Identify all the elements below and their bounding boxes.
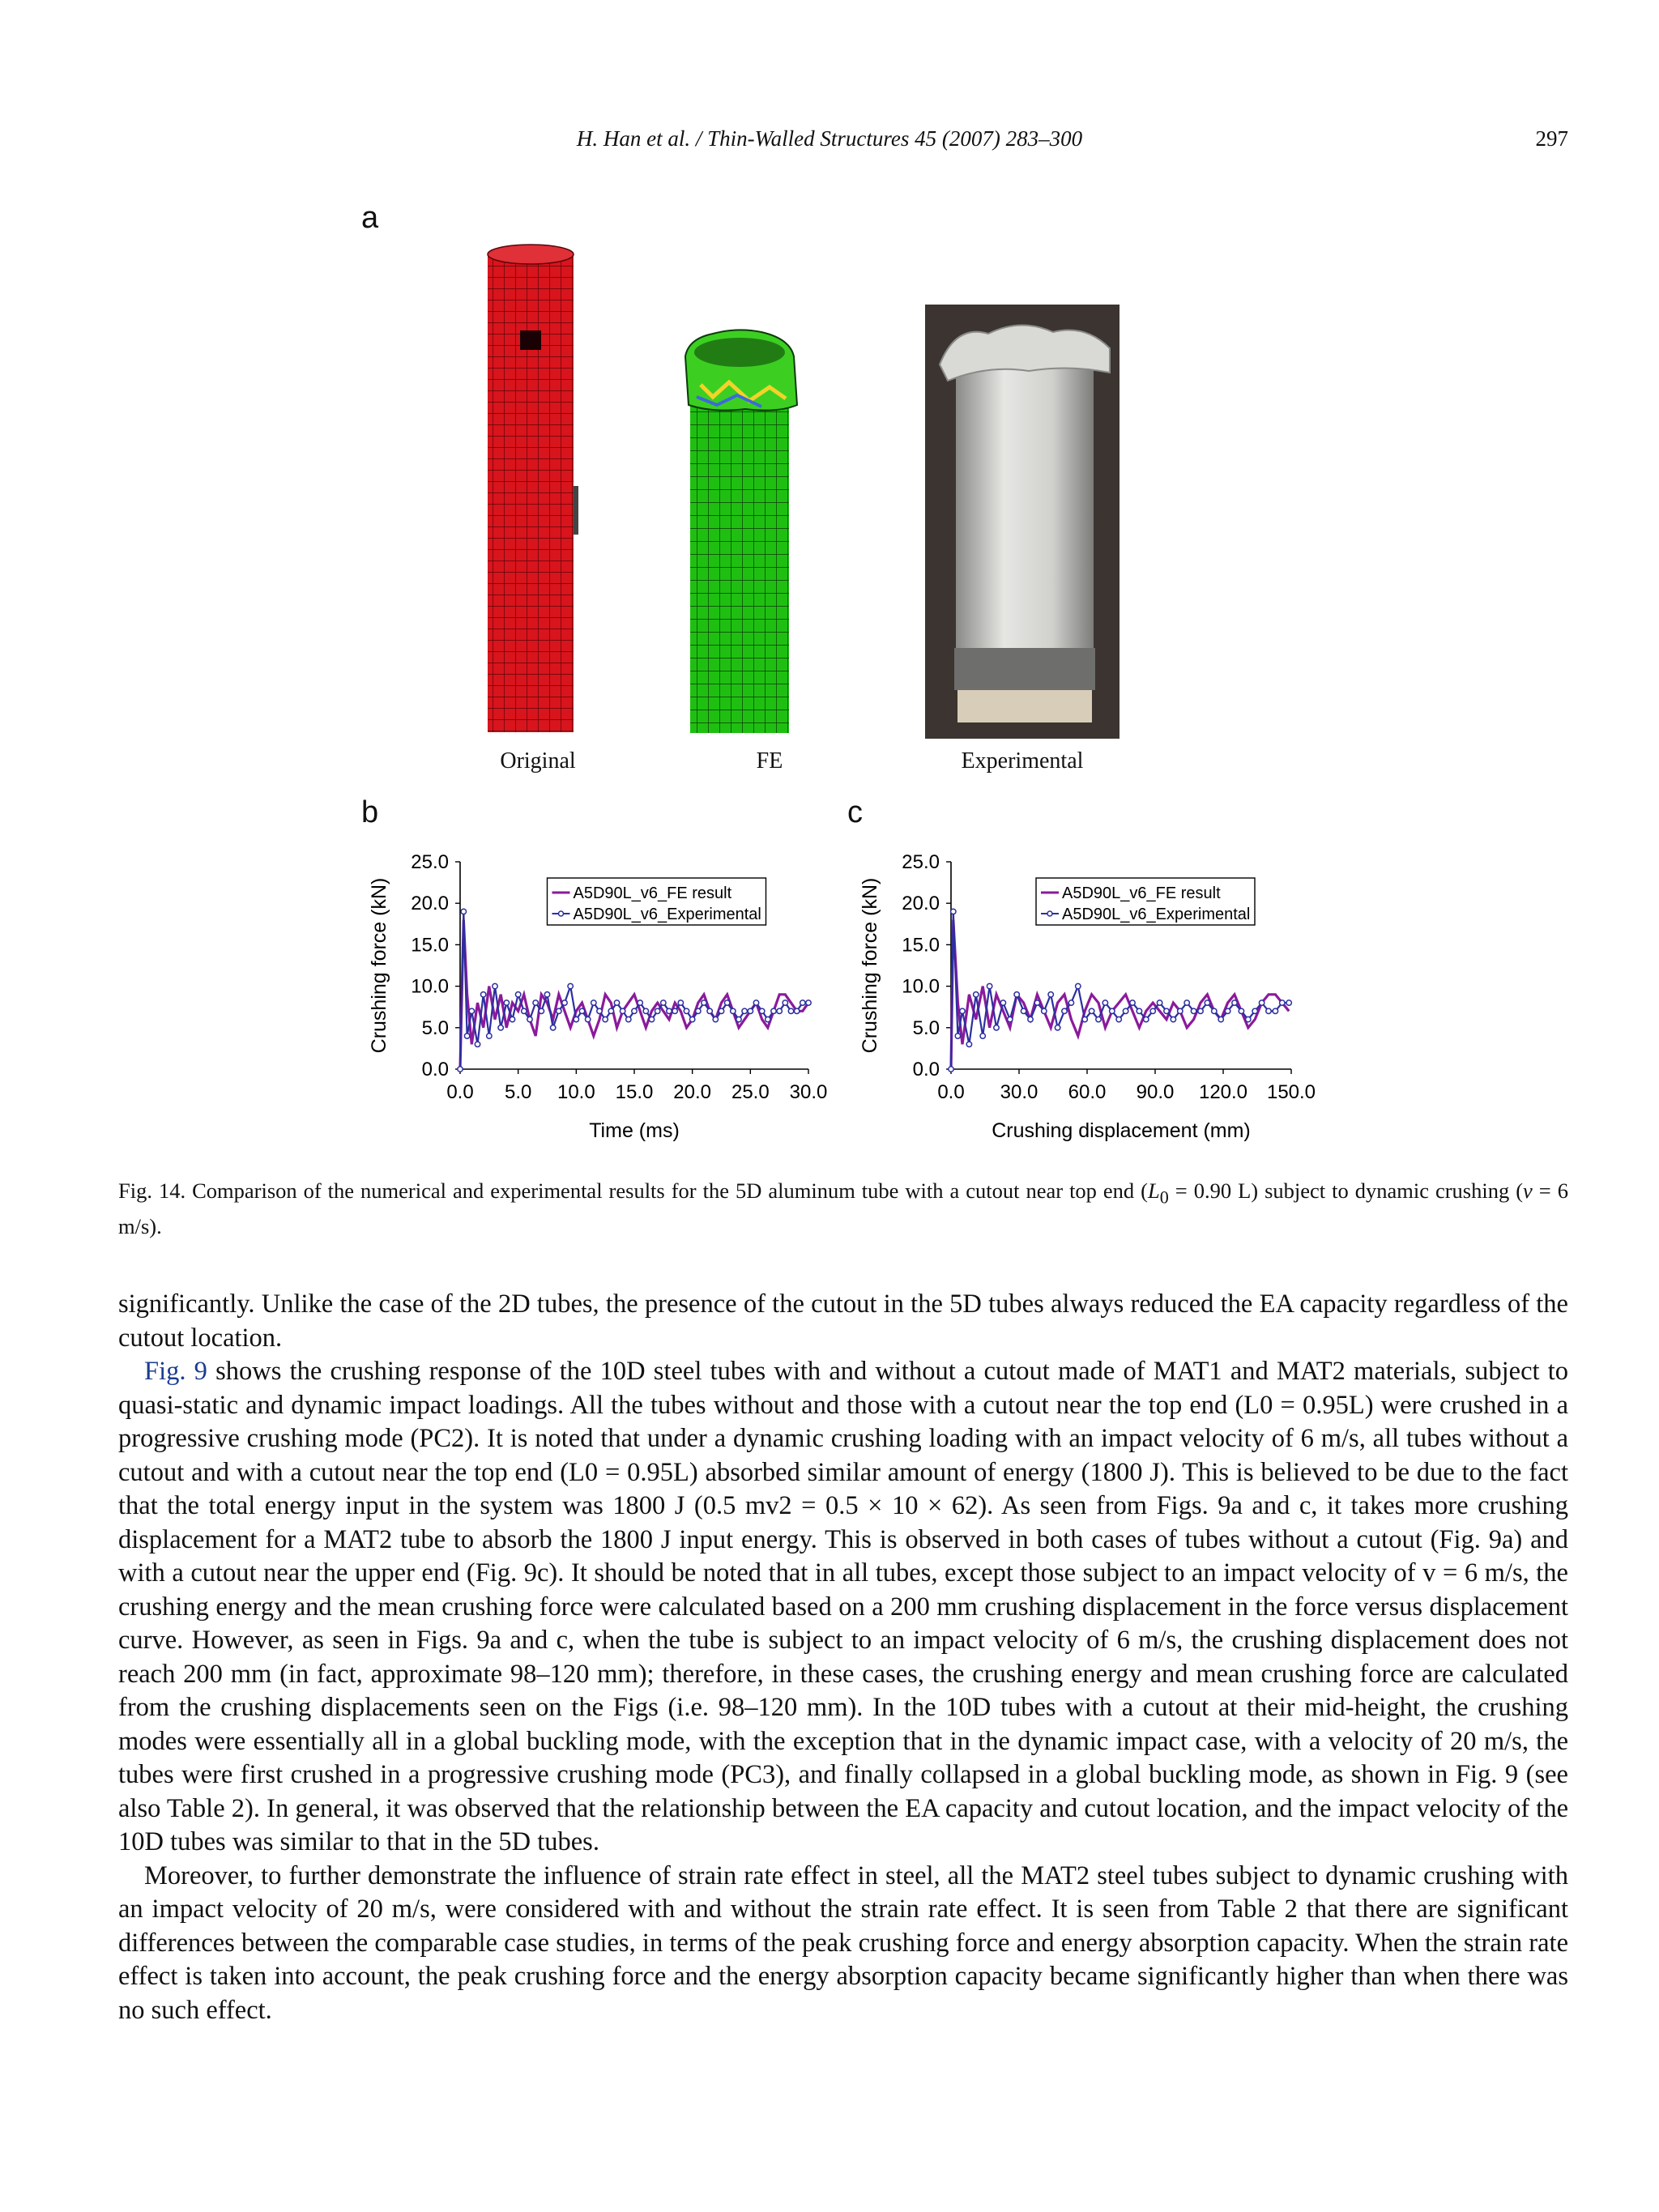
x-tick-label: 0.0 <box>446 1081 474 1103</box>
data-point <box>1137 1008 1141 1013</box>
caption-l0-sub: 0 <box>1159 1187 1169 1208</box>
data-point <box>684 1008 689 1013</box>
data-point <box>515 992 520 997</box>
data-point <box>655 1008 659 1013</box>
data-point <box>1157 1000 1162 1005</box>
data-point <box>1021 1008 1026 1013</box>
data-point <box>1048 992 1053 997</box>
legend-label: A5D90L_v6_FE result <box>573 884 732 902</box>
data-point <box>1062 1008 1067 1013</box>
body-text <box>118 1288 1568 2027</box>
data-point <box>1218 1016 1223 1021</box>
panel-c-letter: c <box>847 795 863 829</box>
data-point <box>974 992 979 997</box>
data-point <box>672 1008 677 1013</box>
data-point <box>585 1016 590 1021</box>
experimental-photo <box>925 305 1120 739</box>
data-point <box>1273 1008 1277 1013</box>
y-tick-label: 15.0 <box>411 934 449 957</box>
data-point <box>1259 1000 1264 1005</box>
data-point <box>533 1000 538 1005</box>
data-point <box>1116 1016 1121 1021</box>
data-point <box>458 1067 463 1072</box>
data-point <box>987 983 992 988</box>
series-line-fe <box>460 920 808 1069</box>
x-axis-label: Crushing displacement (mm) <box>992 1119 1251 1142</box>
data-point <box>951 909 956 914</box>
data-point <box>707 1008 712 1013</box>
data-point <box>960 1008 965 1013</box>
data-point <box>461 909 466 914</box>
x-tick-label: 150.0 <box>1266 1081 1316 1103</box>
data-point <box>794 1008 799 1013</box>
data-point <box>742 1008 747 1013</box>
legend-marker <box>1047 911 1052 916</box>
panel-a-images <box>470 243 1134 745</box>
data-point <box>1000 1000 1005 1005</box>
data-point <box>643 1008 648 1013</box>
data-point <box>1068 1000 1073 1005</box>
chart-c <box>847 834 1350 1158</box>
data-point <box>522 1008 527 1013</box>
data-point <box>748 1008 753 1013</box>
data-point <box>620 1008 625 1013</box>
x-tick-label: 30.0 <box>789 1081 828 1103</box>
data-point <box>626 1016 631 1021</box>
x-tick-label: 60.0 <box>1068 1081 1107 1103</box>
data-point <box>544 992 549 997</box>
data-point <box>579 1008 584 1013</box>
caption-l0: L <box>1148 1178 1160 1203</box>
data-point <box>1096 1016 1101 1021</box>
data-point <box>1171 1016 1175 1021</box>
paragraph-2-text: shows the crushing response of the 10D steel tubes with and without a cutout made of MAT1 and MAT2 materials, subject to quasi-static and dynamic impact loadings. All the tubes without and those with a cutout near the top end (L0 = 0.95L) were crushed in a progressive crushing mode (PC2). It is noted that under a dynamic crushing loading with an impact velocity of 6 m/s, all tubes without a cutout and with a cutout near the top end (L0 = 0.95L) absorbed similar amount of energy (1800 J). This is believed to be due to the fact that the total energy input in the system was 1800 J (0.5 mv2 = 0.5 × 10 × 62). As seen from Figs. 9a and c, it takes more crushing displacement for a MAT2 tube to absorb the 1800 J input energy. This is observed in both cases of tubes without a cutout (Fig. 9a) and with a cutout near the upper end (Fig. 9c). It should be noted that in all tubes, except those subject to an impact velocity of v = 6 m/s, the crushing energy and the mean crushing force were calculated based on a 200 mm crushing displacement in the force versus displacement curve. However, as seen in Figs. 9a and c, when the tube is subject to an impact velocity of 6 m/s, the crushing displacement does not reach 200 mm (in fact, approximate 98–120 mm); therefore, in these cases, the crushing energy and mean crushing force are calculated from the crushing displacements seen on the Figs (i.e. 98–120 mm). In the 10D tubes with a cutout at their mid-height, the crushing modes were essentially all in a global buckling mode, with the exception that in the dynamic impact case, with a velocity of 20 m/s, the tubes were first crushed in a progressive crushing mode (PC3), and finally collapsed in a global buckling mode, as shown in Fig. 9 (see also Table 2). In general, it was observed that the relationship between the EA capacity and cutout location, and the impact velocity of the 10D tubes was similar to that in the 5D tubes. <box>118 1357 1568 1856</box>
y-tick-label: 25.0 <box>902 851 940 873</box>
data-point <box>1082 1016 1087 1021</box>
y-tick-label: 20.0 <box>411 893 449 915</box>
data-point <box>487 1034 492 1038</box>
x-tick-label: 30.0 <box>1000 1081 1038 1103</box>
data-point <box>469 1008 474 1013</box>
x-tick-label: 120.0 <box>1198 1081 1248 1103</box>
y-tick-label: 20.0 <box>902 893 940 915</box>
data-point <box>493 983 497 988</box>
y-tick-label: 15.0 <box>902 934 940 957</box>
data-point <box>591 1000 596 1005</box>
x-tick-label: 5.0 <box>504 1081 532 1103</box>
data-point <box>689 1016 694 1021</box>
data-point <box>713 1016 718 1021</box>
data-point <box>678 1000 683 1005</box>
data-point <box>1246 1016 1251 1021</box>
data-point <box>753 1000 758 1005</box>
data-point <box>1184 1000 1189 1005</box>
data-point <box>562 1000 567 1005</box>
data-point <box>568 983 573 988</box>
data-point <box>719 1008 723 1013</box>
data-point <box>759 1008 764 1013</box>
x-tick-label: 25.0 <box>731 1081 770 1103</box>
data-point <box>510 1016 514 1021</box>
y-tick-label: 10.0 <box>411 975 449 998</box>
data-point <box>1212 1008 1217 1013</box>
running-title: H. Han et al. / Thin-Walled Structures 45 (2007) 283–300 <box>576 126 1083 151</box>
data-point <box>649 1016 654 1021</box>
caption-post: = 6 m/s). <box>118 1178 1568 1239</box>
data-point <box>800 1000 805 1005</box>
y-tick-label: 25.0 <box>411 851 449 873</box>
data-point <box>597 1008 602 1013</box>
x-tick-label: 10.0 <box>557 1081 595 1103</box>
paragraph-2 <box>118 1355 1568 1860</box>
legend-marker <box>559 911 564 916</box>
data-point <box>1123 1008 1128 1013</box>
y-tick-label: 5.0 <box>421 1016 449 1039</box>
data-point <box>1102 1000 1107 1005</box>
data-point <box>1266 1008 1271 1013</box>
x-tick-label: 15.0 <box>615 1081 654 1103</box>
fig9-link[interactable]: Fig. 9 <box>144 1357 207 1386</box>
data-point <box>980 1034 985 1038</box>
data-point <box>667 1008 672 1013</box>
data-point <box>1286 1000 1291 1005</box>
y-tick-label: 5.0 <box>912 1016 940 1039</box>
data-point <box>771 1008 776 1013</box>
data-point <box>777 1008 782 1013</box>
series-line-experimental <box>460 911 808 1069</box>
data-point <box>1178 1008 1183 1013</box>
label-fe: FE <box>756 748 783 774</box>
data-point <box>1191 1008 1196 1013</box>
figure-caption <box>118 1176 1568 1241</box>
data-point <box>696 1008 701 1013</box>
data-point <box>661 1000 666 1005</box>
y-tick-label: 0.0 <box>421 1059 449 1080</box>
data-point <box>1089 1008 1094 1013</box>
data-point <box>1110 1008 1115 1013</box>
data-point <box>731 1008 736 1013</box>
data-point <box>614 1000 619 1005</box>
panel-a-letter: a <box>361 201 379 235</box>
data-point <box>1252 1008 1257 1013</box>
y-tick-label: 0.0 <box>912 1059 940 1080</box>
data-point <box>1008 1016 1013 1021</box>
data-point <box>1055 1025 1060 1030</box>
series-line-experimental <box>951 911 1289 1069</box>
chart-b <box>356 834 842 1158</box>
data-point <box>1150 1008 1155 1013</box>
caption-pre: Comparison of the numerical and experimental results for the 5D aluminum tube with a cutout near top end ( <box>186 1178 1148 1203</box>
data-point <box>539 1008 544 1013</box>
data-point <box>1130 1000 1135 1005</box>
data-point <box>527 1016 532 1021</box>
data-point <box>632 1008 637 1013</box>
data-point <box>1280 1000 1285 1005</box>
data-point <box>550 1025 555 1030</box>
x-axis-label: Time (ms) <box>589 1119 680 1142</box>
data-point <box>1028 1016 1033 1021</box>
data-point <box>955 1034 960 1038</box>
label-experimental: Experimental <box>961 748 1084 774</box>
data-point <box>603 1016 608 1021</box>
data-point <box>608 1008 613 1013</box>
data-point <box>1164 1008 1169 1013</box>
legend-label: A5D90L_v6_Experimental <box>1062 906 1251 923</box>
data-point <box>788 1008 793 1013</box>
running-header <box>0 126 1659 159</box>
legend-label: A5D90L_v6_Experimental <box>573 906 761 923</box>
data-point <box>1225 1008 1230 1013</box>
data-point <box>638 1000 642 1005</box>
panel-b-letter: b <box>361 795 379 829</box>
data-point <box>1042 1008 1047 1013</box>
x-tick-label: 20.0 <box>673 1081 712 1103</box>
data-point <box>1205 1000 1209 1005</box>
data-point <box>504 1000 509 1005</box>
data-point <box>480 992 485 997</box>
y-axis-label: Crushing force (kN) <box>859 877 881 1054</box>
data-point <box>475 1042 480 1046</box>
paragraph-3: Moreover, to further demonstrate the influence of strain rate effect in steel, all the MAT2 steel tubes subject to dynamic crushing with an impact velocity of 20 m/s, were considered with and without the strain rate effect. It is seen from Table 2 that there are significant differences between the comparable case studies, in terms of the peak crushing force and energy absorption capacity. When the strain rate effect is taken into account, the peak crushing force and the energy absorption capacity became significantly higher than when there was no such effect. <box>118 1860 1568 2025</box>
y-tick-label: 10.0 <box>902 975 940 998</box>
legend-label: A5D90L_v6_FE result <box>1062 884 1221 902</box>
x-tick-label: 90.0 <box>1136 1081 1175 1103</box>
original-tube-mesh <box>488 245 578 732</box>
data-point <box>1198 1008 1203 1013</box>
data-point <box>724 1000 729 1005</box>
data-point <box>498 1025 503 1030</box>
data-point <box>574 1016 578 1021</box>
data-point <box>702 1000 706 1005</box>
data-point <box>949 1067 953 1072</box>
data-point <box>766 1016 770 1021</box>
page-number: 297 <box>1535 126 1568 151</box>
data-point <box>464 1034 469 1038</box>
data-point <box>1144 1016 1149 1021</box>
caption-mid: = 0.90 L) subject to dynamic crushing ( <box>1168 1178 1524 1203</box>
y-axis-label: Crushing force (kN) <box>368 877 390 1054</box>
fe-tube-mesh <box>685 330 797 733</box>
caption-v: v <box>1523 1178 1533 1203</box>
data-point <box>1232 1000 1237 1005</box>
data-point <box>783 1000 787 1005</box>
series-line-fe <box>951 920 1289 1069</box>
data-point <box>1034 1000 1039 1005</box>
label-original: Original <box>500 748 576 774</box>
paragraph-1: significantly. Unlike the case of the 2D tubes, the presence of the cutout in the 5D tubes always reduced the EA capacity regardless of the cutout location. <box>118 1289 1568 1353</box>
data-point <box>994 1025 999 1030</box>
data-point <box>736 1016 741 1021</box>
x-tick-label: 0.0 <box>937 1081 965 1103</box>
data-point <box>806 1000 811 1005</box>
data-point <box>1014 992 1019 997</box>
data-point <box>557 1008 561 1013</box>
caption-label: Fig. 14. <box>118 1178 186 1203</box>
data-point <box>1239 1008 1243 1013</box>
data-point <box>966 1042 971 1046</box>
data-point <box>1076 983 1081 988</box>
